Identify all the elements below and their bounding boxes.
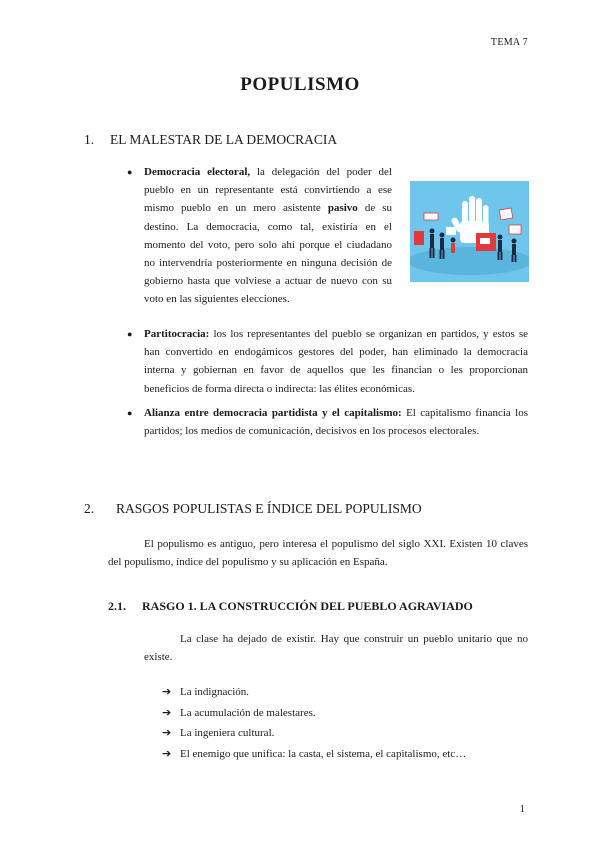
bullet-dot: ●: [127, 408, 133, 418]
bullet-democracia-electoral: [127, 163, 393, 309]
subsection-number: 2.1.: [108, 599, 126, 613]
bullet-text: los los representantes del pueblo se organizan en partidos, y estos se han convertido en endogámicos gestores del poder, han eliminado la democracia interna y gobiernan en favor de aquellos que les financian o les proporcionan beneficios de forma directa o indirecta: las élites económicas.: [144, 328, 528, 395]
bullet-term: Democracia electoral,: [144, 166, 251, 178]
arrow-icon: ➔: [162, 746, 172, 760]
section-1-title: EL MALESTAR DE LA DEMOCRACIA: [110, 132, 338, 147]
bullet-term: Alianza entre democracia partidista y el capitalismo:: [144, 407, 402, 419]
section-1-heading: [84, 132, 337, 148]
bullet-bold-word: pasivo: [327, 202, 358, 215]
page-number: 1: [519, 803, 525, 815]
list-item: [162, 704, 466, 725]
subsection-2-1-heading: [108, 599, 473, 614]
bullet-text: la delegación del poder del pueblo en un representante está convirtiendo a ese mismo pueblo en un mero asistente: [144, 166, 392, 215]
section-2-number: 2.: [84, 501, 95, 516]
list-item: [162, 724, 466, 745]
header-tema: TEMA 7: [490, 37, 528, 48]
democracy-illustration: [410, 181, 529, 282]
list-item-text: La indignación.: [180, 686, 250, 698]
bullet-dot: ●: [127, 329, 133, 339]
list-item-text: La ingeniera cultural.: [180, 727, 275, 739]
section-2-heading: [84, 501, 422, 517]
bullet-text: de su destino. La democracia, como tal, existiría en el momento del voto, pero solo ahí porque el ciudadano no intervendría posteriormente en ninguna decisión de gobierno hasta que volviese a actuar de nuevo con su voto en las siguientes elecciones.: [144, 202, 393, 306]
arrow-icon: ➔: [162, 685, 172, 698]
voting-hand-image: [410, 181, 529, 282]
list-item: [162, 745, 466, 766]
arrow-list: [162, 683, 466, 765]
bullet-alianza: [127, 404, 528, 440]
bullet-dot: ●: [127, 167, 133, 177]
list-item-text: El enemigo que unifica: la casta, el sistema, el capitalismo, etc…: [180, 747, 467, 760]
bullet-text: El capitalismo financia los partidos; los medios de comunicación, decisivos en los procesos electorales.: [144, 407, 528, 438]
page-title: POPULISMO: [240, 74, 360, 95]
list-item-text: La acumulación de malestares.: [180, 706, 316, 719]
bullet-partitocracia: [127, 325, 528, 398]
section-2-title: RASGOS POPULISTAS E ÍNDICE DEL POPULISMO: [116, 501, 422, 516]
subsection-title: RASGO 1. LA CONSTRUCCIÓN DEL PUEBLO AGRAVIADO: [142, 599, 473, 613]
section-1-number: 1.: [84, 132, 95, 147]
subsection-text: La clase ha dejado de existir. Hay que construir un pueblo unitario que no existe.: [144, 633, 528, 664]
bullet-term: Partitocracia:: [144, 328, 210, 340]
section-2-intro: El populismo es antiguo, pero interesa el populismo del siglo XXI. Existen 10 claves del populismo, índice del populismo y su aplicación en España.: [108, 538, 528, 569]
arrow-icon: ➔: [162, 726, 172, 739]
list-item: [162, 683, 466, 704]
arrow-icon: ➔: [162, 705, 172, 719]
